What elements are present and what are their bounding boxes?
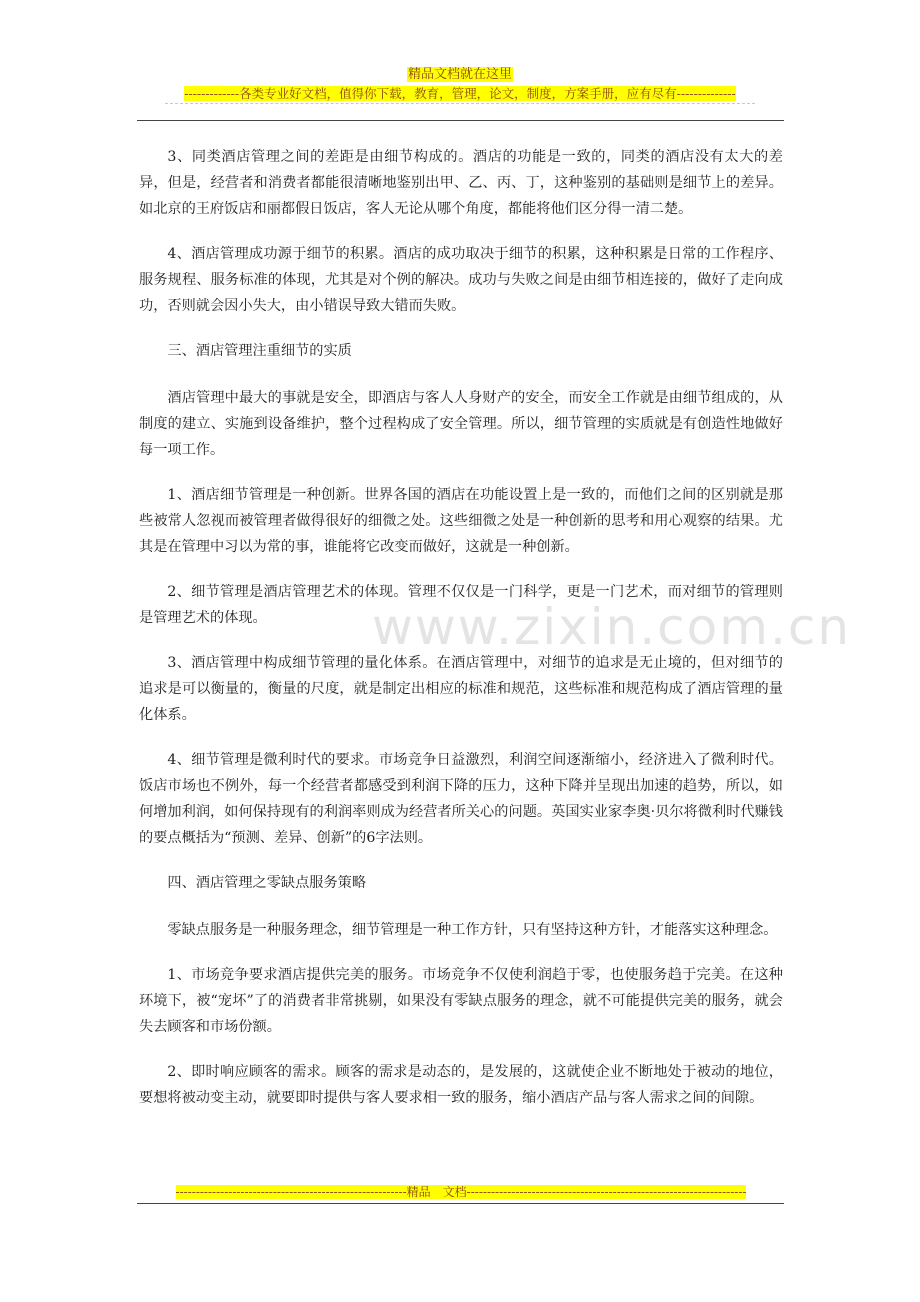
paragraph: 3、同类酒店管理之间的差距是由细节构成的。酒店的功能是一致的，同类的酒店没有太大的差异，但是，经营者和消费者都能很清晰地鉴别出甲、乙、丙、丁，这种鉴别的基础则是细节上的差异。如北京的王府饭店和丽都假日饭店，客人无论从哪个角度，都能将他们区分得一清二楚。 xyxy=(139,149,783,217)
header-title: 精品文档就在这里 xyxy=(407,67,512,82)
section-heading: 三、酒店管理注重细节的实质 xyxy=(167,343,352,359)
document-body xyxy=(139,144,783,1130)
paragraph: 1、酒店细节管理是一种创新。世界各国的酒店在功能设置上是一致的，而他们之间的区别就是那些被常人忽视而被管理者做得很好的细微之处。这些细微之处是一种创新的思考和用心观察的结果。尤其是在管理中习以为常的事，谁能将它改变而做好，这就是一种创新。 xyxy=(139,487,783,555)
paragraph: 2、细节管理是酒店管理艺术的体现。管理不仅仅是一门科学，更是一门艺术，而对细节的管理则是管理艺术的体现。 xyxy=(139,584,783,626)
footer-banner: ---------------------------------------------------------精品 文档--------------------------------------------------------------------- xyxy=(175,1185,747,1199)
header-rule xyxy=(137,120,784,121)
paragraph: 4、酒店管理成功源于细节的积累。酒店的成功取决于细节的积累，这种积累是日常的工作程序、服务规程、服务标准的体现，尤其是对个例的解决。成功与失败之间是由细节相连接的，做好了走向成功，否则就会因小失大，由小错误导致大错而失败。 xyxy=(139,246,783,314)
paragraph: 2、即时响应顾客的需求。顾客的需求是动态的，是发展的，这就使企业不断地处于被动的地位，要想将被动变主动，就要即时提供与客人要求相一致的服务，缩小酒店产品与客人需求之间的间隙。 xyxy=(139,1064,783,1106)
paragraph: 1、市场竞争要求酒店提供完美的服务。市场竞争不仅使利润趋于零，也使服务趋于完美。在这种环境下，被“宠坏”了的消费者非常挑剔，如果没有零缺点服务的理念，就不可能提供完美的服务，就会失去顾客和市场份额。 xyxy=(139,967,783,1035)
paragraph: 酒店管理中最大的事就是安全，即酒店与客人人身财产的安全，而安全工作就是由细节组成的，从制度的建立、实施到设备维护，整个过程构成了安全管理。所以，细节管理的实质就是有创造性地做好每一项工作。 xyxy=(139,390,783,458)
header-subtitle: -------------各类专业好文档，值得你下载，教育，管理，论文，制度，方案手册，应有尽有-------------- xyxy=(184,86,736,101)
header-dashed-divider xyxy=(165,103,755,104)
section-heading: 四、酒店管理之零缺点服务策略 xyxy=(167,875,367,891)
paragraph: 零缺点服务是一种服务理念，细节管理是一种工作方针，只有坚持这种方针，才能落实这种理念。 xyxy=(167,922,778,938)
paragraph: 4、细节管理是微利时代的要求。市场竞争日益激烈，利润空间逐渐缩小，经济进入了微利时代。饭店市场也不例外，每一个经营者都感受到利润下降的压力，这种下降并呈现出加速的趋势，所以，如何增加利润，如何保持现有的利润率则成为经营者所关心的问题。英国实业家李奥·贝尔将微利时代赚钱的要点概括为“预测、差异、创新”的6字法则。 xyxy=(139,752,783,846)
footer-rule xyxy=(137,1203,784,1204)
paragraph: 3、酒店管理中构成细节管理的量化体系。在酒店管理中，对细节的追求是无止境的，但对细节的追求是可以衡量的，衡量的尺度，就是制定出相应的标准和规范，这些标准和规范构成了酒店管理的量化体系。 xyxy=(139,655,783,723)
watermark: www.zixin.com.cn xyxy=(372,598,852,656)
